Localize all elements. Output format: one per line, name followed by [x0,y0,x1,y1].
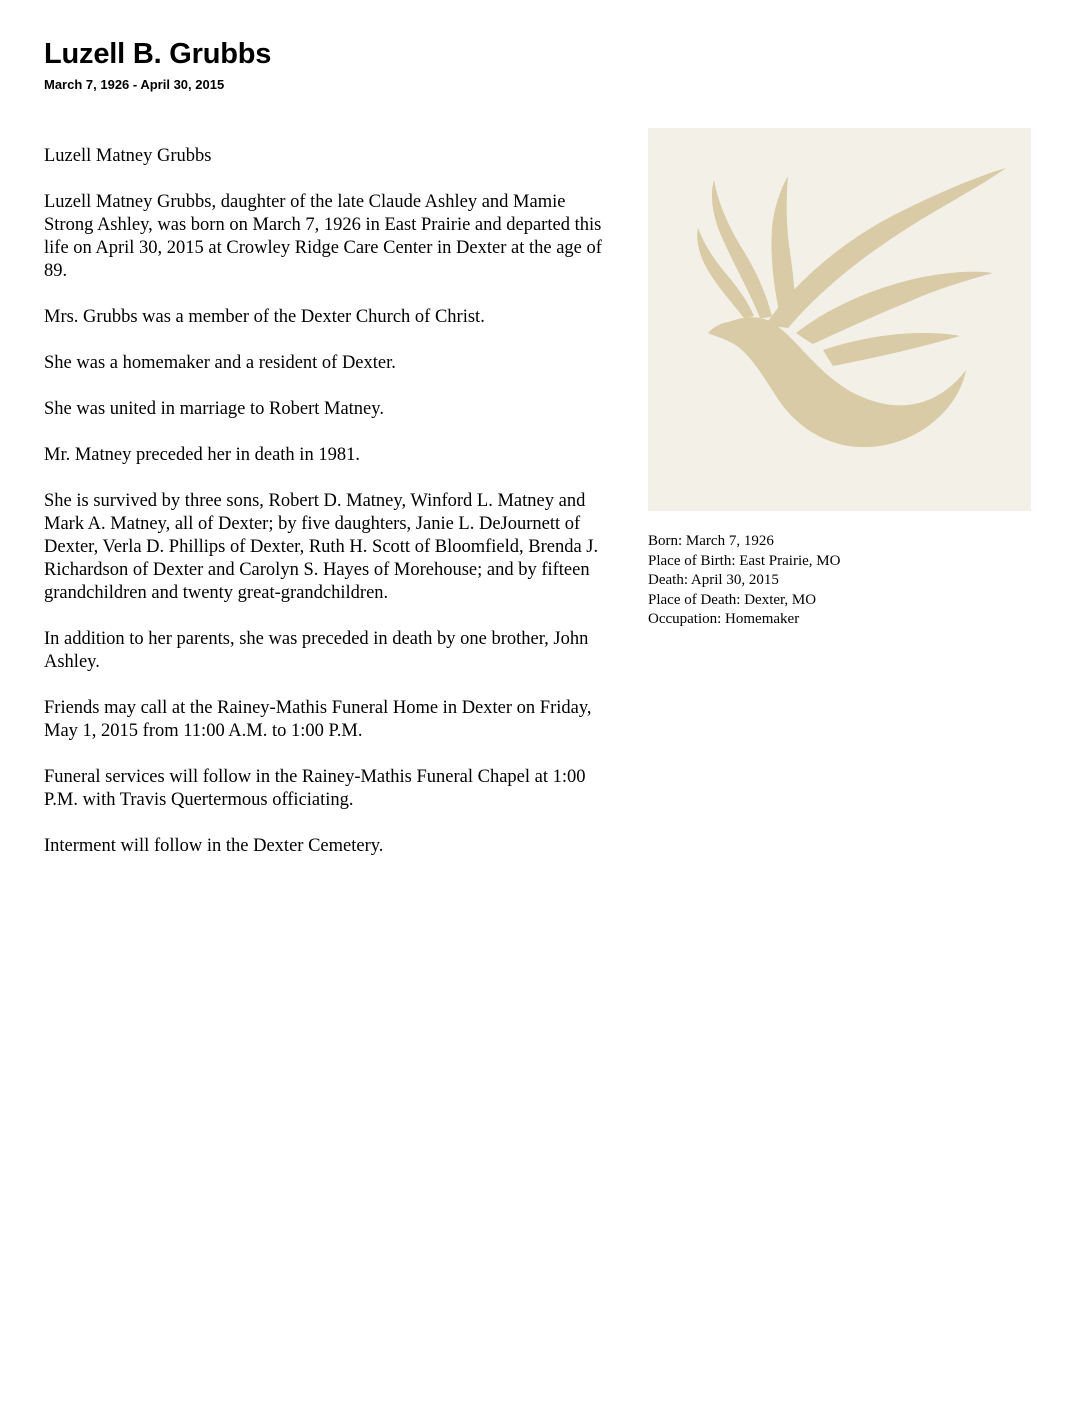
obituary-paragraph: Interment will follow in the Dexter Cemetery. [44,836,384,856]
obituary-paragraph: Friends may call at the Rainey-Mathis Funeral Home in Dexter on Friday, May 1, 2015 from 11:00 A.M. to 1:00 P.M. [44,698,592,741]
obituary-paragraph: She is survived by three sons, Robert D. Matney, Winford L. Matney and Mark A. Matney, all of Dexter; by five daughters, Janie L. DeJournett of Dexter, Verla D. Phillips of Dexter, Ruth H. Scott of Bloomfield, Brenda J. Richardson of Dexter and Carolyn S. Hayes of Morehouse; and by fifteen grandchildren and twenty great-grandchildren. [44,491,599,603]
fact-place-of-birth: Place of Birth: East Prairie, MO [648,552,841,569]
dove-shape [697,168,1006,447]
fact-place-of-death: Place of Death: Dexter, MO [648,591,817,608]
obituary-paragraph: Mrs. Grubbs was a member of the Dexter Church of Christ. [44,307,485,327]
fact-born: Born: March 7, 1926 [648,533,774,549]
memorial-photo [648,128,1031,511]
fact-occupation: Occupation: Homemaker [648,611,800,627]
obituary-header [44,36,271,94]
obituary-paragraph: Luzell Matney Grubbs, daughter of the late Claude Ashley and Mamie Strong Ashley, was born on March 7, 1926 in East Prairie and departed this life on April 30, 2015 at Crowley Ridge Care Center in Dexter at the age of 89. [44,192,602,281]
dove-icon [648,128,1031,511]
obituary-paragraph: Luzell Matney Grubbs [44,146,212,166]
life-dates: March 7, 1926 - April 30, 2015 [44,77,225,92]
page-title: Luzell B. Grubbs [44,38,272,70]
obituary-paragraph: She was a homemaker and a resident of Dexter. [44,353,396,373]
fact-death: Death: April 30, 2015 [648,572,779,588]
obituary-paragraph: Mr. Matney preceded her in death in 1981. [44,445,360,465]
obituary-paragraph: She was united in marriage to Robert Matney. [44,399,384,419]
obituary-text [44,145,614,881]
obituary-paragraph: Funeral services will follow in the Rainey-Mathis Funeral Chapel at 1:00 P.M. with Travis Quertermous officiating. [44,767,586,810]
obituary-paragraph: In addition to her parents, she was preceded in death by one brother, John Ashley. [44,629,589,672]
vital-facts [648,532,1028,630]
